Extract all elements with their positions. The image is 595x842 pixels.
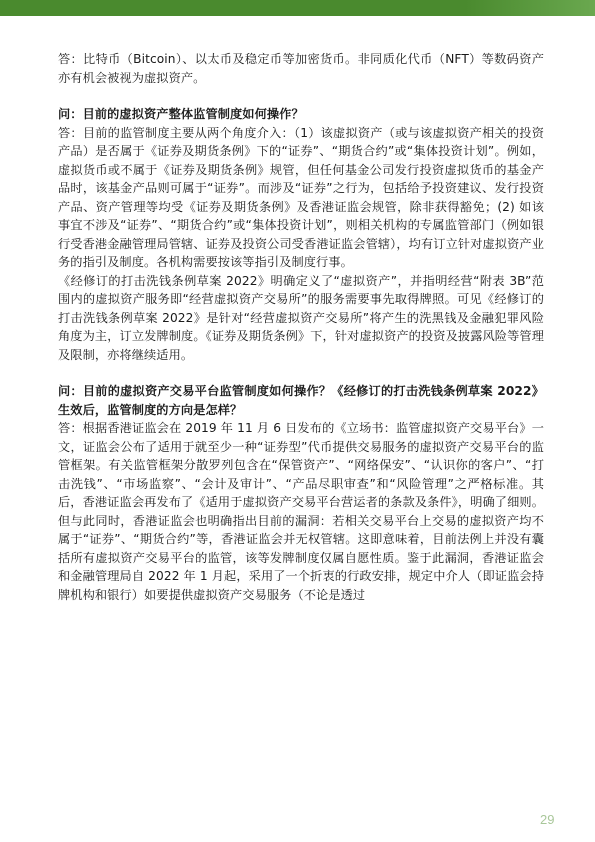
- document-body: [58, 50, 544, 604]
- page-number: 29: [540, 812, 555, 827]
- paragraph-gap: [58, 364, 544, 382]
- question-heading: 问：目前的虚拟资产整体监管制度如何操作？: [58, 107, 304, 121]
- question-heading: 问：目前的虚拟资产交易平台监管制度如何操作？《经修订的打击洗钱条例草案 2022》生效后，监管制度的方向是怎样？: [58, 384, 544, 417]
- answer-paragraph: 答：目前的监管制度主要从两个角度介入：（1）该虚拟资产（或与该虚拟资产相关的投资产品）是否属于《证券及期货条例》下的“证券”、“期货合约”或“集体投资计划”。例如，虚拟货币或不属于《证券及期货条例》规管，但任何基金公司发行投资虚拟货币的基金产品时，该基金产品则可属于“证券”。而涉及“证券”之行为，包括给予投资建议、发行投资产品、资产管理等均受《证券及期货条例》及香港证监会规管，除非获得豁免；(2) 如该事宜不涉及“证券”、“期货合约”或“集体投资计划”，则相关机构的专属监管部门（例如银行受香港金融管理局管辖、证券及投资公司受香港证监会管辖），均有订立针对虚拟资产业务的指引及制度。各机构需要按该等指引及制度行事。: [58, 125, 544, 269]
- answer-paragraph: 答：根据香港证监会在 2019 年 11 月 6 日发布的《立场书：监管虚拟资产交易平台》一文，证监会公布了适用于就至少一种“证券型”代币提供交易服务的虚拟资产交易平台的监管框架。有关监管框架分散罗列包含在“保管资产”、“网络保安”、“认识你的客户”、“打击洗钱”、“市场监察”、“会计及审计”、“产品尽职审查”和“风险管理”之严格标准。其后，香港证监会再发布了《适用于虚拟资产交易平台营运者的条款及条件》，明确了细则。但与此同时，香港证监会也明确指出目前的漏洞：若相关交易平台上交易的虚拟资产均不属于“证券”、“期货合约”等，香港证监会并无权管辖。这即意味着，目前法例上并没有囊括所有虚拟资产交易平台的监管，该等发牌制度仅属自愿性质。鉴于此漏洞，香港证监会和金融管理局自 2022 年 1 月起，采用了一个折衷的行政安排，规定中介人（即证监会持牌机构和银行）如要提供虚拟资产交易服务（不论是透过: [58, 421, 544, 602]
- paragraph-gap: [58, 87, 544, 105]
- header-accent-fade: [465, 0, 595, 16]
- answer-paragraph: 答：比特币（Bitcoin）、以太币及稳定币等加密货币。非同质化代币（NFT）等数码资产亦有机会被视为虚拟资产。: [58, 52, 544, 85]
- header-accent-bar: [0, 0, 595, 16]
- body-paragraph: 《经修订的打击洗钱条例草案 2022》明确定义了“虚拟资产”，并指明经营“附表 3B”范围内的虚拟资产服务即“经营虚拟资产交易所”的服务需要事先取得牌照。可见《经修订的打击洗钱条例草案 2022》是针对“经营虚拟资产交易所”将产生的洗黑钱及金融犯罪风险角度为主，订立发牌制度。《证券及期货条例》下，针对虚拟资产的投资及披露风险等管理及限制，亦将继续适用。: [58, 273, 544, 362]
